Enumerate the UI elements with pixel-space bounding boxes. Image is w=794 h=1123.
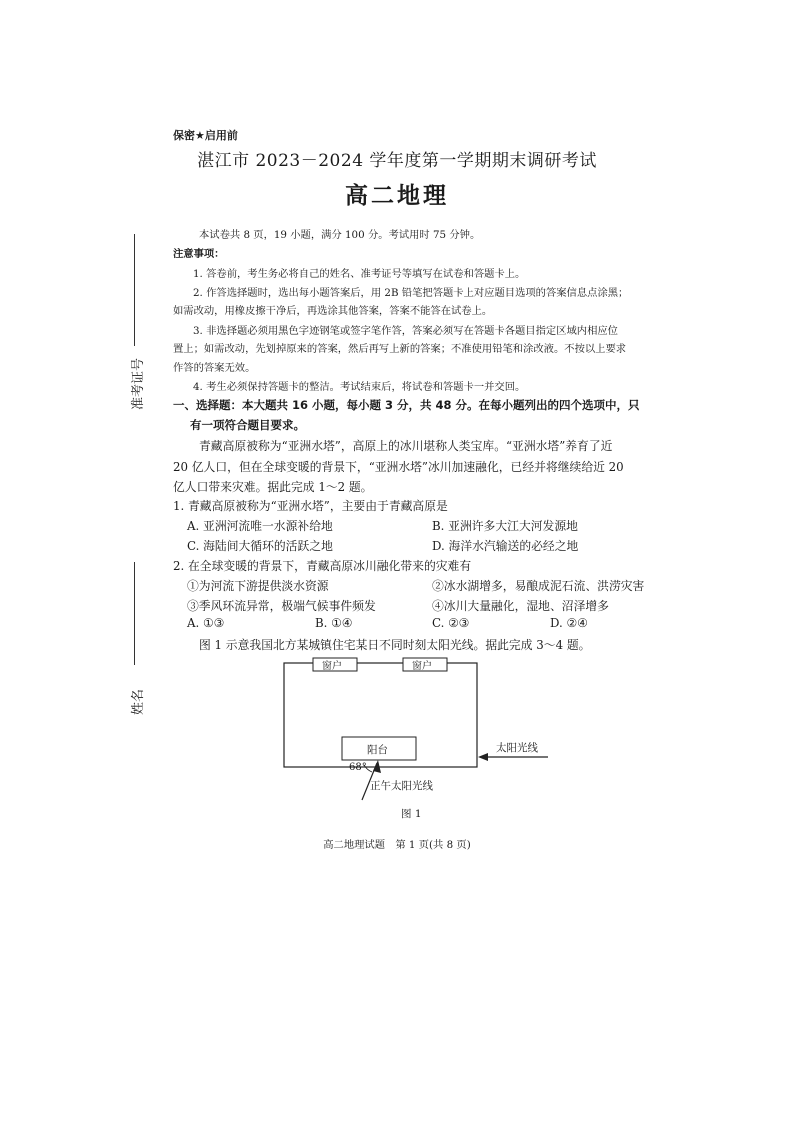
confidential-mark: 保密★启用前	[173, 129, 238, 142]
question-2-statement-3: ③季风环流异常，极端气候事件频发	[187, 599, 376, 613]
question-2-stem: 2. 在全球变暖的背景下，青藏高原冰川融化带来的灾难有	[173, 559, 472, 573]
section-heading: 一、选择题：本大题共 16 小题，每小题 3 分，共 48 分。在每小题列出的四个选项中，只	[173, 398, 640, 412]
passage-line: 亿人口带来灾难。据此完成 1～2 题。	[173, 480, 373, 494]
name-label: 姓名	[131, 688, 146, 715]
question-2-option-a: A. ①③	[187, 616, 225, 630]
notice-line: 作答的答案无效。	[173, 362, 256, 374]
question-2-option-b: B. ①④	[315, 616, 353, 630]
window-label: 窗户	[322, 661, 342, 672]
exam-title: 湛江市 2023－2024 学年度第一学期期末调研考试	[197, 151, 597, 171]
figure-caption: 图 1	[401, 808, 422, 820]
question-2-statement-1: ①为河流下游提供淡水资源	[187, 579, 329, 593]
notice-heading: 注意事项：	[173, 248, 225, 260]
exam-number-label: 准考证号	[131, 357, 146, 410]
sun-ray-label: 太阳光线	[496, 742, 538, 754]
question-2-option-d: D. ②④	[550, 616, 588, 630]
notice-line: 如需改动，用橡皮擦干净后，再选涂其他答案，答案不能答在试卷上。	[173, 305, 493, 317]
notice-line: 4. 考生必须保持答题卡的整洁。考试结束后，将试卷和答题卡一并交回。	[193, 381, 526, 393]
window-label: 窗户	[412, 661, 432, 672]
passage-line: 20 亿人口，但在全球变暖的背景下，“亚洲水塔”冰川加速融化，已经并将继续给近 20	[173, 460, 624, 474]
angle-label: 68°	[349, 762, 367, 773]
question-2-statement-2: ②冰水湖增多，易酿成泥石流、洪涝灾害	[432, 579, 645, 593]
passage-line: 青藏高原被称为“亚洲水塔”，高原上的冰川堪称人类宝库。“亚洲水塔”养育了近	[199, 439, 613, 453]
question-1-option-a: A. 亚洲河流唯一水源补给地	[187, 519, 333, 533]
notice-line: 置上；如需改动，先划掉原来的答案，然后再写上新的答案；不准使用铅笔和涂改液。不按以上要求	[173, 343, 627, 355]
subject-title: 高二地理	[345, 183, 449, 209]
question-1-option-d: D. 海洋水汽输送的必经之地	[432, 539, 579, 553]
notice-line: 2. 作答选择题时，选出每小题答案后，用 2B 铅笔把答题卡上对应题目选项的答案信息点涂黑；	[193, 287, 629, 299]
question-1-stem: 1. 青藏高原被称为“亚洲水塔”，主要由于青藏高原是	[173, 499, 448, 513]
question-2-statement-4: ④冰川大量融化，湿地、沼泽增多	[432, 599, 609, 613]
question-1-option-b: B. 亚洲许多大江大河发源地	[432, 519, 578, 533]
balcony-label: 阳台	[367, 744, 388, 756]
section-heading-cont: 有一项符合题目要求。	[190, 418, 305, 432]
page-footer: 高二地理试题 第 1 页(共 8 页)	[323, 839, 471, 851]
notice-line: 1. 答卷前，考生务必将自己的姓名、准考证号等填写在试卷和答题卡上。	[193, 268, 526, 280]
question-2-option-c: C. ②③	[432, 616, 470, 630]
passage-2: 图 1 示意我国北方某城镇住宅某日不同时刻太阳光线。据此完成 3～4 题。	[199, 638, 591, 652]
noon-ray-label: 正午太阳光线	[370, 780, 433, 792]
question-1-option-c: C. 海陆间大循环的活跃之地	[187, 539, 333, 553]
notice-line: 3. 非选择题必须用黑色字迹钢笔或签字笔作答，答案必须写在答题卡各题目指定区域内相应位	[193, 325, 618, 337]
intro-text: 本试卷共 8 页，19 小题，满分 100 分。考试用时 75 分钟。	[199, 229, 481, 241]
